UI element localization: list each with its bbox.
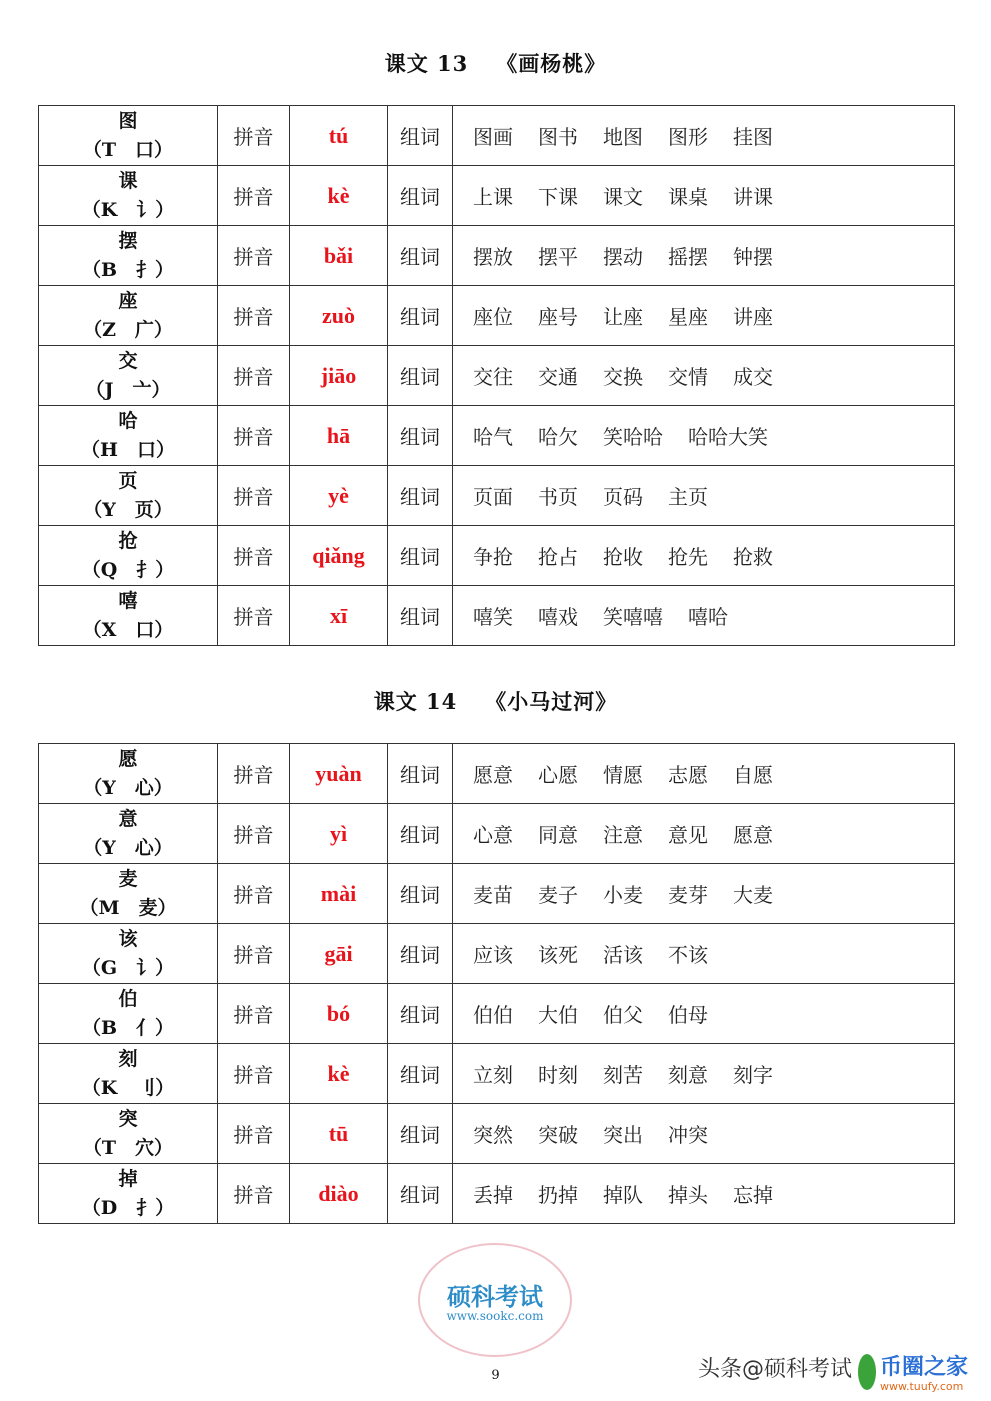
word-list [453, 984, 955, 1044]
word: 大麦 [733, 883, 773, 907]
word-list [453, 166, 955, 226]
character-cell [39, 226, 218, 286]
table-row [39, 406, 955, 466]
word: 麦苗 [473, 883, 513, 907]
word: 志愿 [668, 763, 708, 787]
word: 立刻 [473, 1063, 513, 1087]
word: 大伯 [538, 1003, 578, 1027]
lesson-name: 《小马过河》 [485, 689, 618, 714]
lesson-name: 《画杨桃》 [496, 51, 607, 76]
word-list [453, 1104, 955, 1164]
words-label: 组词 [388, 346, 453, 406]
pinyin-label: 拼音 [218, 984, 290, 1044]
table-row [39, 466, 955, 526]
pinyin-value: zuò [290, 286, 388, 346]
word: 刻苦 [603, 1063, 643, 1087]
table-row [39, 744, 955, 804]
word: 星座 [668, 305, 708, 329]
pinyin-label: 拼音 [218, 346, 290, 406]
character-cell [39, 924, 218, 984]
word: 抢先 [668, 545, 708, 569]
word: 时刻 [538, 1063, 578, 1087]
word: 上课 [473, 185, 513, 209]
pinyin-value: yuàn [290, 744, 388, 804]
page-number: 9 [491, 1368, 500, 1383]
word-list [453, 466, 955, 526]
letter-radical: （M 麦） [79, 896, 177, 919]
word: 交情 [668, 365, 708, 389]
word: 抢占 [538, 545, 578, 569]
letter-radical: （D 扌） [81, 1196, 175, 1219]
character: 意 [118, 807, 138, 830]
table-row [39, 526, 955, 586]
pinyin-value: kè [290, 1044, 388, 1104]
word: 掉队 [603, 1183, 643, 1207]
word: 让座 [603, 305, 643, 329]
table-row [39, 1044, 955, 1104]
words-label: 组词 [388, 1104, 453, 1164]
word: 哈哈大笑 [688, 425, 768, 449]
pinyin-label: 拼音 [218, 526, 290, 586]
word: 嘻戏 [538, 605, 578, 629]
pinyin-label: 拼音 [218, 166, 290, 226]
word: 图形 [668, 125, 708, 149]
pinyin-label: 拼音 [218, 466, 290, 526]
word: 成交 [733, 365, 773, 389]
pinyin-value: bó [290, 984, 388, 1044]
word: 不该 [668, 943, 708, 967]
character-cell [39, 984, 218, 1044]
letter-radical: （Y 心） [83, 836, 173, 859]
pinyin-label: 拼音 [218, 864, 290, 924]
letter-radical: （K 讠） [81, 198, 175, 221]
words-label: 组词 [388, 106, 453, 166]
word: 应该 [473, 943, 513, 967]
character-cell [39, 406, 218, 466]
character: 摆 [118, 229, 138, 252]
letter-radical: （J 亠） [85, 378, 171, 401]
letter-radical: （T 口） [82, 138, 174, 161]
table-row [39, 226, 955, 286]
word: 课桌 [668, 185, 708, 209]
table-row [39, 586, 955, 646]
pinyin-value: hā [290, 406, 388, 466]
word: 摆动 [603, 245, 643, 269]
letter-radical: （B 亻） [81, 1016, 175, 1039]
character-cell [39, 1164, 218, 1224]
pinyin-label: 拼音 [218, 226, 290, 286]
pinyin-value: yè [290, 466, 388, 526]
word: 钟摆 [733, 245, 773, 269]
word: 心愿 [538, 763, 578, 787]
word: 座位 [473, 305, 513, 329]
letter-radical: （X 口） [82, 618, 174, 641]
word: 嘻笑 [473, 605, 513, 629]
word: 嘻哈 [688, 605, 728, 629]
word: 图画 [473, 125, 513, 149]
character: 麦 [118, 867, 138, 890]
word: 图书 [538, 125, 578, 149]
character: 该 [118, 927, 138, 950]
words-label: 组词 [388, 1044, 453, 1104]
pinyin-label: 拼音 [218, 406, 290, 466]
word: 交换 [603, 365, 643, 389]
pinyin-label: 拼音 [218, 1044, 290, 1104]
letter-radical: （B 扌） [81, 258, 175, 281]
pinyin-label: 拼音 [218, 804, 290, 864]
word: 哈欠 [538, 425, 578, 449]
word: 摆平 [538, 245, 578, 269]
pinyin-value: jiāo [290, 346, 388, 406]
table-row [39, 924, 955, 984]
letter-radical: （Y 页） [83, 498, 173, 521]
word: 讲课 [733, 185, 773, 209]
letter-radical: （Y 心） [83, 776, 173, 799]
pinyin-value: mài [290, 864, 388, 924]
word-list [453, 526, 955, 586]
word: 座号 [538, 305, 578, 329]
word: 页码 [603, 485, 643, 509]
word-list [453, 586, 955, 646]
pinyin-value: kè [290, 166, 388, 226]
word: 刻意 [668, 1063, 708, 1087]
letter-radical: （Q 扌） [81, 558, 175, 581]
word: 该死 [538, 943, 578, 967]
words-label: 组词 [388, 286, 453, 346]
pinyin-label: 拼音 [218, 924, 290, 984]
word: 讲座 [733, 305, 773, 329]
word: 交通 [538, 365, 578, 389]
word: 争抢 [473, 545, 513, 569]
character: 愿 [118, 747, 138, 770]
watermark-text: 硕科考试 [447, 1282, 543, 1311]
words-label: 组词 [388, 166, 453, 226]
word: 笑嘻嘻 [603, 605, 663, 629]
word: 笑哈哈 [603, 425, 663, 449]
pinyin-value: tú [290, 106, 388, 166]
character: 课 [118, 169, 138, 192]
character-cell [39, 744, 218, 804]
word: 抢收 [603, 545, 643, 569]
letter-radical: （K 刂） [81, 1076, 175, 1099]
word: 愿意 [473, 763, 513, 787]
word: 书页 [538, 485, 578, 509]
word: 伯母 [668, 1003, 708, 1027]
word-list [453, 1164, 955, 1224]
word: 摇摆 [668, 245, 708, 269]
table-row [39, 166, 955, 226]
character: 座 [118, 289, 138, 312]
character: 页 [118, 469, 138, 492]
character: 哈 [118, 409, 138, 432]
word: 活该 [603, 943, 643, 967]
words-label: 组词 [388, 804, 453, 864]
word: 麦子 [538, 883, 578, 907]
word: 伯父 [603, 1003, 643, 1027]
character: 伯 [118, 987, 138, 1010]
words-label: 组词 [388, 1164, 453, 1224]
word-list [453, 1044, 955, 1104]
character: 抢 [118, 529, 138, 552]
words-label: 组词 [388, 526, 453, 586]
letter-radical: （T 穴） [82, 1136, 174, 1159]
word: 页面 [473, 485, 513, 509]
word-list [453, 226, 955, 286]
table-row [39, 106, 955, 166]
word: 同意 [538, 823, 578, 847]
words-label: 组词 [388, 586, 453, 646]
footer-credit: 头条@硕科考试 [698, 1357, 853, 1382]
word: 愿意 [733, 823, 773, 847]
pinyin-label: 拼音 [218, 1104, 290, 1164]
word: 突然 [473, 1123, 513, 1147]
word: 突出 [603, 1123, 643, 1147]
word: 下课 [538, 185, 578, 209]
word: 丢掉 [473, 1183, 513, 1207]
word: 交往 [473, 365, 513, 389]
word: 意见 [668, 823, 708, 847]
lesson-13-table [38, 105, 955, 646]
table-row [39, 286, 955, 346]
character: 图 [118, 109, 138, 132]
word: 忘掉 [733, 1183, 773, 1207]
lesson-13-title [0, 48, 991, 78]
character-cell [39, 346, 218, 406]
word: 突破 [538, 1123, 578, 1147]
words-label: 组词 [388, 864, 453, 924]
pinyin-label: 拼音 [218, 586, 290, 646]
word: 小麦 [603, 883, 643, 907]
lesson-14-table [38, 743, 955, 1224]
pinyin-value: yì [290, 804, 388, 864]
lesson-14-title [0, 686, 991, 716]
word: 伯伯 [473, 1003, 513, 1027]
footer-logo: 币圈之家 [880, 1355, 969, 1380]
pinyin-label: 拼音 [218, 1164, 290, 1224]
word: 麦芽 [668, 883, 708, 907]
pinyin-value: gāi [290, 924, 388, 984]
character-cell [39, 526, 218, 586]
words-label: 组词 [388, 226, 453, 286]
letter-radical: （Z 广） [83, 318, 173, 341]
pinyin-label: 拼音 [218, 744, 290, 804]
table-row [39, 984, 955, 1044]
character: 交 [118, 349, 138, 372]
word-list [453, 804, 955, 864]
character-cell [39, 586, 218, 646]
letter-radical: （G 讠） [81, 956, 175, 979]
words-label: 组词 [388, 466, 453, 526]
word: 心意 [473, 823, 513, 847]
pinyin-value: diào [290, 1164, 388, 1224]
word: 地图 [603, 125, 643, 149]
word: 主页 [668, 485, 708, 509]
pinyin-label: 拼音 [218, 106, 290, 166]
character: 突 [118, 1107, 138, 1130]
words-label: 组词 [388, 984, 453, 1044]
word: 冲突 [668, 1123, 708, 1147]
watermark-url: www.sookc.com [446, 1309, 544, 1323]
character-cell [39, 804, 218, 864]
table-row [39, 1104, 955, 1164]
character-cell [39, 106, 218, 166]
character-cell [39, 864, 218, 924]
word: 哈气 [473, 425, 513, 449]
word-list [453, 744, 955, 804]
character-cell [39, 166, 218, 226]
word-list [453, 106, 955, 166]
pinyin-value: qiǎng [290, 526, 388, 586]
word-list [453, 286, 955, 346]
watermark-stamp [418, 1243, 572, 1357]
character: 刻 [118, 1047, 138, 1070]
character-cell [39, 286, 218, 346]
character-cell [39, 466, 218, 526]
logo-icon [858, 1354, 876, 1390]
word-list [453, 406, 955, 466]
words-label: 组词 [388, 744, 453, 804]
word: 掉头 [668, 1183, 708, 1207]
word: 扔掉 [538, 1183, 578, 1207]
character: 掉 [118, 1167, 138, 1190]
word: 自愿 [733, 763, 773, 787]
words-label: 组词 [388, 406, 453, 466]
lesson-number: 课文 14 [373, 689, 458, 714]
word: 挂图 [733, 125, 773, 149]
word-list [453, 346, 955, 406]
table-row [39, 1164, 955, 1224]
word: 课文 [603, 185, 643, 209]
lesson-number: 课文 13 [384, 51, 469, 76]
pinyin-value: bǎi [290, 226, 388, 286]
word: 情愿 [603, 763, 643, 787]
word: 抢救 [733, 545, 773, 569]
word: 刻字 [733, 1063, 773, 1087]
pinyin-value: tū [290, 1104, 388, 1164]
word: 注意 [603, 823, 643, 847]
character: 嘻 [118, 589, 138, 612]
letter-radical: （H 口） [81, 438, 175, 461]
words-label: 组词 [388, 924, 453, 984]
pinyin-label: 拼音 [218, 286, 290, 346]
table-row [39, 346, 955, 406]
word-list [453, 924, 955, 984]
pinyin-value: xī [290, 586, 388, 646]
footer-url: www.tuufy.com [880, 1380, 964, 1393]
table-row [39, 804, 955, 864]
word: 摆放 [473, 245, 513, 269]
table-row [39, 864, 955, 924]
character-cell [39, 1104, 218, 1164]
character-cell [39, 1044, 218, 1104]
word-list [453, 864, 955, 924]
